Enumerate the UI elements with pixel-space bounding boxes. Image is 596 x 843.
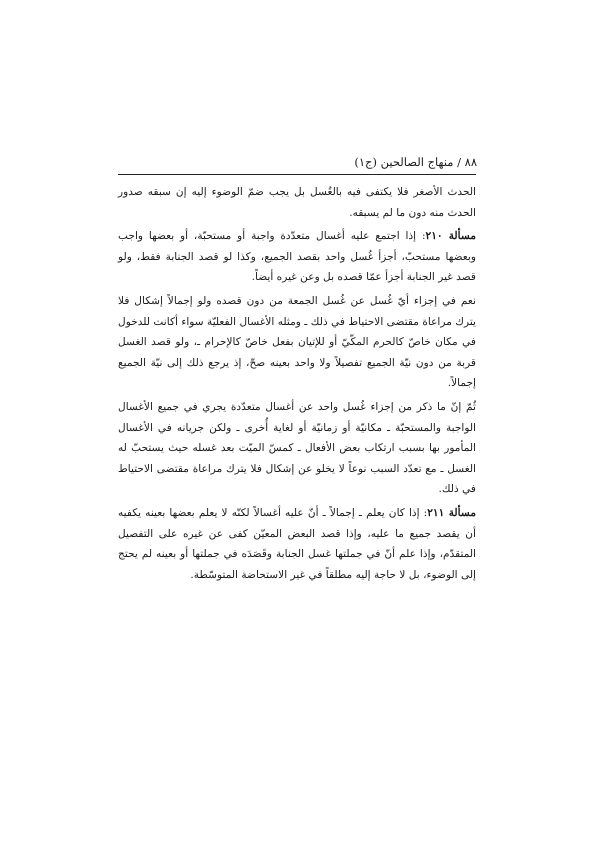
- masala-210-text: : إذا اجتمع عليه أغسال متعدّدة واجبة أو مستحبّة، أو بعضها واجب وبعضها مستحبّ، أجزأ غُسل واحد بقصد الجميع، وكذا لو قصد الجنابة فقط، ولو قصد غير الجنابة أجزأ عمّا قصده بل وعن غيره أيضاً.: [118, 230, 476, 284]
- paragraph-1-text: الحدث الأصغر فلا يكتفى فيه بالغُسل بل يجب ضمّ الوضوء إليه إن سبقه صدور الحدث منه دون ما لم يسبقه.: [118, 186, 476, 219]
- masala-210-heading: مسألة ٢١٠: [425, 230, 477, 243]
- paragraph-3-text: نعم في إجزاء أيّ غُسل عن غُسل الجمعة من دون قصده ولو إجمالاً إشكال فلا يترك مراعاة مقتضى الاحتياط في ذلك ـ ومثله الأغسال الفعليّة سواء أكانت للدخول في مكان خاصّ كالحرم المكّيّ أو للإتيان بفعل خاصّ كالإحرام ـ، ولو قصد الغسل قربة من دون نيّة الجميع تفصيلاً ولا واحد بعينه صحّ، إذ يرجع ذلك إلى نيّة الجميع إجمالاً.: [118, 294, 476, 390]
- header-rule: [118, 174, 476, 175]
- paragraph-4-text: ثُمّ إنّ ما ذكر من إجزاء غُسل واحد عن أغسال متعدّدة يجري في جميع الأغسال الواجبة والمستحبّة ـ مكانيّة أو زمانيّة أو لغاية أُخرى ـ ولكن جريانه في الأغسال المأمور بها بسبب ارتكاب بعض الأفعال ـ كمسّ الميّت بعد غسله حيث يستحبّ له الغسل ـ مع تعدّد السبب نوعاً لا يخلو عن إشكال فلا يترك مراعاة مقتضى الاحتياط في ذلك.: [118, 400, 476, 496]
- paragraph-masala-211: [118, 503, 476, 585]
- masala-211-heading: مسألة ٢١١: [427, 506, 476, 519]
- paragraph-1: [118, 182, 476, 223]
- masala-211-text: : إذا كان يعلم ـ إجمالاً ـ أنّ عليه أغسالاً لكنّه لا يعلم بعضها بعينه يكفيه أن يقصد جميع ما عليه، وإذا قصد البعض المعيّن كفى عن غيره على التفصيل المتقدّم، وإذا علم أنّ في جملتها غسل الجنابة وقَصَدَه في جملتها أو بعينه لم يحتج إلى الوضوء، بل لا حاجة إليه مطلقاً في غير الاستحاضة المتوسّطة.: [118, 506, 476, 581]
- paragraph-4: [118, 397, 476, 500]
- running-header: ٨٨ / منهاج الصالحين (ج١): [354, 155, 477, 169]
- paragraph-masala-210: [118, 226, 476, 288]
- paragraph-3: [118, 291, 476, 394]
- body-text: [118, 182, 476, 588]
